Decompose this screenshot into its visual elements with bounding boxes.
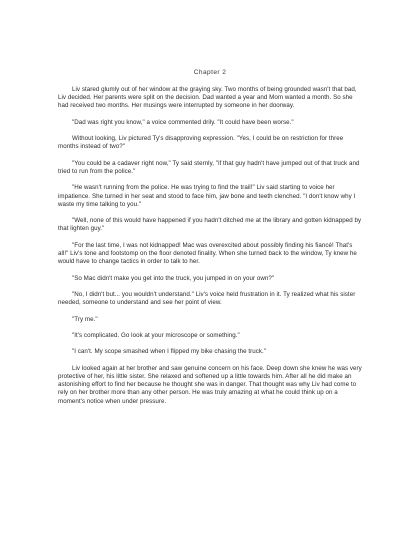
paragraph: "No, I didn't but... you wouldn't understand." Liv's voice held frustration in it. Ty realized what his sister needed, someone to understand and see her point of view. (58, 290, 356, 307)
chapter-body (58, 86, 363, 414)
paragraph: Liv stared glumly out of her window at the graying sky. Two months of being grounded wasn't that bad, Liv decided. Her parents were split on the decision. Dad wanted a year and Mom wanted a month. So she had received two months. Her musings were interrupted by someone in her doorway. (58, 86, 357, 110)
paragraph: Without looking, Liv pictured Ty's disapproving expression. "Yes, I could be on restriction for three months instead of two?" (58, 135, 344, 151)
paragraph: "Dad was right you know," a voice commented drily. "It could have been worse." (72, 118, 294, 126)
chapter-heading: Chapter 2 (193, 69, 227, 76)
paragraph: Liv looked again at her brother and saw genuine concern on his face. Deep down she knew he was very protective of her, his little sister. She relaxed and softened up a little towards him. After all he did make an astonishing effort to find her because he thought she was in danger. That thought was why Liv had come to rely on her brother more than any other person. He was truly amazing at what he could think up on a moment's notice when under pressure. (58, 364, 362, 405)
paragraph: "So Mac didn't make you get into the truck, you jumped in on your own?" (72, 274, 275, 282)
paragraph: "I can't. My scope smashed when I flipped my bike chasing the truck." (72, 348, 267, 356)
paragraph: "Try me." (72, 315, 98, 323)
paragraph: "He wasn't running from the police. He was trying to find the trail!" Liv said starting to voice her impatience. She turned in her seat and stood to face him, jaw bone and teeth clenched. "I don't know why I waste my time talking to you." (58, 184, 356, 208)
paragraph: "For the last time, I was not kidnapped! Mac was overexcited about possibly finding his fiancé! That's all!" Liv's tone and footstomp on the floor denoted finality. When she turned back to the window, Ty knew he would have to change tactics in order to talk to her. (58, 241, 357, 266)
paragraph: "You could be a cadaver right now," Ty said sternly, "if that guy hadn't have jumped out of that truck and tried to run from the police." (58, 159, 360, 175)
paragraph: "It's complicated. Go look at your microscope or something." (72, 331, 240, 339)
paragraph: "Well, none of this would have happened if you hadn't ditched me at the library and gotten kidnapped by that lighten guy." (58, 217, 362, 233)
